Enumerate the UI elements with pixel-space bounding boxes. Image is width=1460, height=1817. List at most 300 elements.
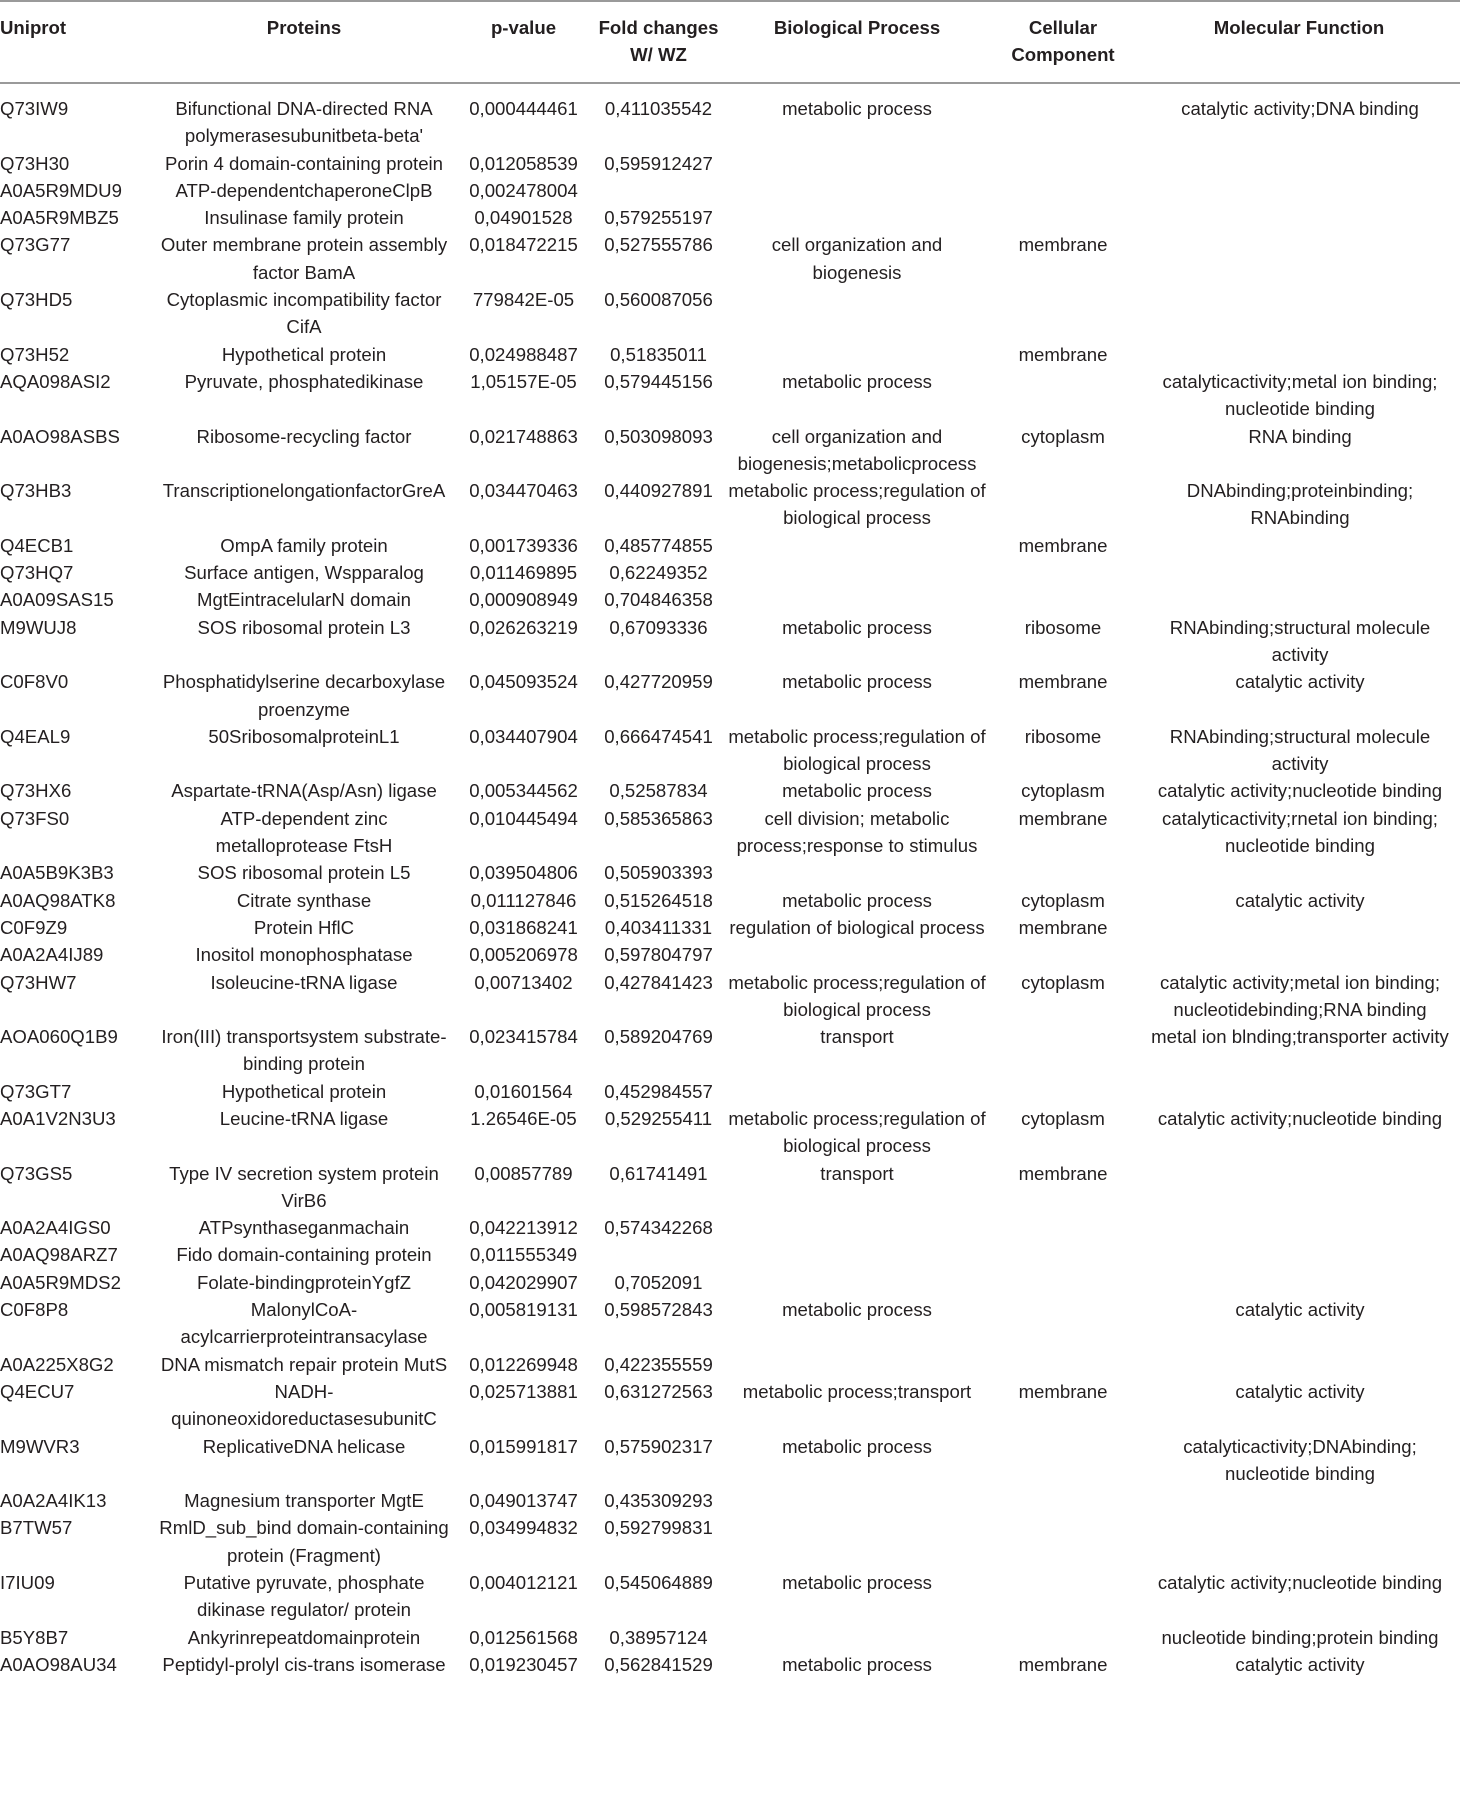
- cell-cellular-component: [988, 1624, 1138, 1651]
- cell-p-value: 0,002478004: [469, 179, 578, 201]
- cell-p-value: 0,042213912: [469, 1217, 578, 1239]
- cell-protein: SOS ribosomal protein L3: [197, 616, 411, 638]
- cell-uniprot: Q73H52: [0, 343, 70, 365]
- cell-cellular-component: membrane: [1018, 234, 1108, 256]
- cell-fold-change: 0,422355559: [604, 1353, 713, 1375]
- cell-protein: Ankyrinrepeatdomainprotein: [187, 1626, 421, 1648]
- cell-fold-change: 0,51835011: [610, 343, 707, 365]
- table-row: [0, 586, 1460, 613]
- cell-uniprot: A0AO98ASBS: [0, 425, 120, 447]
- cell-uniprot: A0A1V2N3U3: [0, 1107, 116, 1129]
- cell-fold-change: 0,440927891: [604, 480, 713, 502]
- cell-cellular-component: cytoplasm: [1021, 971, 1105, 993]
- cell-molecular-function: [1138, 914, 1460, 941]
- cell-protein: MalonylCoA-acylcarrierproteintransacylase: [180, 1299, 428, 1348]
- cell-cellular-component: membrane: [1018, 671, 1108, 693]
- table-row: [0, 614, 1460, 669]
- cell-fold-change: 0,435309293: [604, 1490, 713, 1512]
- cell-protein: OmpA family protein: [220, 534, 388, 556]
- cell-protein: Cytoplasmic incompatibility factor CifA: [166, 289, 442, 338]
- table-row: [0, 859, 1460, 886]
- table-row: [0, 1378, 1460, 1433]
- cell-cellular-component: [988, 83, 1138, 150]
- cell-molecular-function: [1138, 532, 1460, 559]
- table-row: [0, 805, 1460, 860]
- cell-molecular-function: catalyticactivity;rnetal ion binding; nucleotide binding: [1162, 807, 1438, 857]
- cell-uniprot: A0A2A4IGS0: [0, 1217, 111, 1239]
- cell-molecular-function: catalytic activity;nucleotide binding: [1157, 780, 1443, 802]
- cell-biological-process: metabolic process: [782, 370, 932, 392]
- cell-uniprot: A0A2A4IJ89: [0, 944, 104, 966]
- cell-uniprot: Q73HX6: [0, 780, 72, 802]
- cell-protein: Magnesium transporter MgtE: [184, 1490, 424, 1512]
- cell-fold-change: [591, 1241, 726, 1268]
- cell-fold-change: 0,585365863: [604, 807, 713, 829]
- cell-p-value: 0,000444461: [469, 98, 578, 119]
- cell-uniprot: A0AQ98ATK8: [0, 889, 116, 911]
- cell-biological-process: [726, 586, 988, 613]
- cell-fold-change: 0,505903393: [604, 862, 713, 884]
- cell-uniprot: Q73GS5: [0, 1162, 73, 1184]
- cell-uniprot: Q73HD5: [0, 289, 73, 311]
- cell-p-value: 0,042029907: [469, 1271, 578, 1293]
- cell-biological-process: metabolic process: [782, 671, 932, 693]
- cell-molecular-function: [1138, 177, 1460, 204]
- cell-p-value: 0,034994832: [469, 1517, 578, 1539]
- cell-uniprot: C0F8V0: [0, 671, 69, 693]
- cell-p-value: 0,023415784: [469, 1026, 578, 1048]
- cell-cellular-component: [988, 1269, 1138, 1296]
- cell-biological-process: metabolic process;regulation of biological process: [728, 725, 986, 775]
- cell-cellular-component: membrane: [1018, 343, 1108, 365]
- cell-uniprot: Q73HQ7: [0, 562, 74, 584]
- cell-protein: 50SribosomalproteinL1: [208, 725, 400, 747]
- cell-biological-process: regulation of biological process: [729, 916, 985, 938]
- table-row: [0, 887, 1460, 914]
- table-row: [0, 969, 1460, 1024]
- table-row: [0, 1569, 1460, 1624]
- cell-protein: Insulinase family protein: [204, 207, 404, 229]
- cell-biological-process: [726, 1214, 988, 1241]
- cell-fold-change: 0,598572843: [604, 1299, 713, 1321]
- header-molecular-function: Molecular Function: [1138, 1, 1460, 83]
- cell-protein: Citrate synthase: [236, 889, 372, 911]
- cell-biological-process: cell division; metabolic process;response to stimulus: [736, 807, 978, 857]
- cell-fold-change: 0,427720959: [604, 671, 713, 693]
- cell-fold-change: 0,67093336: [609, 616, 708, 638]
- table-row: [0, 1214, 1460, 1241]
- cell-cellular-component: membrane: [1018, 1653, 1108, 1675]
- cell-p-value: 0,004012121: [469, 1572, 578, 1594]
- cell-p-value: 0,005819131: [469, 1299, 578, 1321]
- table-row: [0, 1105, 1460, 1160]
- cell-p-value: 0,015991817: [469, 1435, 578, 1457]
- cell-molecular-function: catalytic activity;nucleotide binding: [1157, 1572, 1443, 1594]
- cell-biological-process: transport: [820, 1162, 894, 1184]
- cell-uniprot: C0F9Z9: [0, 916, 68, 938]
- cell-protein: SOS ribosomal protein L5: [197, 862, 411, 884]
- cell-biological-process: [726, 941, 988, 968]
- cell-uniprot: Q4EAL9: [0, 725, 71, 747]
- cell-p-value: 0,010445494: [469, 807, 578, 829]
- cell-p-value: 0,01601564: [474, 1080, 573, 1102]
- cell-biological-process: [726, 1514, 988, 1569]
- cell-fold-change: [591, 177, 726, 204]
- cell-uniprot: M9WVR3: [0, 1435, 80, 1457]
- table-row: [0, 777, 1460, 804]
- cell-protein: Inositol monophosphatase: [195, 944, 413, 966]
- cell-molecular-function: catalytic activity;nucleotide binding: [1157, 1107, 1443, 1129]
- cell-molecular-function: [1138, 1078, 1460, 1105]
- table-row: [0, 532, 1460, 559]
- cell-cellular-component: membrane: [1018, 1162, 1108, 1184]
- cell-uniprot: Q4ECB1: [0, 534, 74, 556]
- cell-uniprot: AOA060Q1B9: [0, 1026, 118, 1048]
- cell-biological-process: [726, 1351, 988, 1378]
- table-row: [0, 150, 1460, 177]
- cell-protein: TranscriptionelongationfactorGreA: [162, 480, 446, 502]
- header-cellular-component: Cellular Component: [988, 1, 1138, 83]
- cell-uniprot: Q73IW9: [0, 98, 69, 119]
- cell-cellular-component: membrane: [1018, 534, 1108, 556]
- cell-biological-process: [726, 1241, 988, 1268]
- table-row: [0, 941, 1460, 968]
- cell-fold-change: 0,597804797: [604, 944, 713, 966]
- cell-uniprot: A0A09SAS15: [0, 589, 114, 611]
- cell-molecular-function: [1138, 1487, 1460, 1514]
- cell-molecular-function: catalyticactivity;metal ion binding; nucleotide binding: [1162, 370, 1438, 420]
- table-row: [0, 204, 1460, 231]
- cell-molecular-function: [1138, 1241, 1460, 1268]
- table-row: [0, 1624, 1460, 1651]
- cell-protein: Putative pyruvate, phosphate dikinase regulator/ protein: [183, 1572, 425, 1621]
- cell-p-value: 0,011555349: [469, 1244, 578, 1266]
- cell-protein: Isoleucine-tRNA ligase: [210, 971, 398, 993]
- cell-p-value: 0,026263219: [469, 616, 578, 638]
- cell-cellular-component: [988, 204, 1138, 231]
- cell-cellular-component: cytoplasm: [1021, 425, 1105, 447]
- cell-uniprot: Q73FS0: [0, 807, 70, 829]
- cell-uniprot: C0F8P8: [0, 1299, 69, 1321]
- cell-protein: Ribosome-recycling factor: [196, 425, 412, 447]
- cell-protein: Hypothetical protein: [221, 343, 387, 365]
- cell-protein: DNA mismatch repair protein MutS: [160, 1353, 448, 1375]
- table-row: [0, 286, 1460, 341]
- cell-molecular-function: nucleotide binding;protein binding: [1161, 1626, 1439, 1648]
- cell-fold-change: 0,515264518: [604, 889, 713, 911]
- cell-fold-change: 0,7052091: [614, 1271, 703, 1293]
- cell-uniprot: A0A5B9K3B3: [0, 862, 114, 884]
- cell-protein: NADH-quinoneoxidoreductasesubunitC: [171, 1380, 437, 1430]
- cell-protein: ReplicativeDNA helicase: [202, 1435, 406, 1457]
- cell-molecular-function: catalytic activity;metal ion binding; nucleotidebinding;RNA binding: [1159, 971, 1441, 1020]
- cell-fold-change: 0,527555786: [604, 234, 713, 256]
- cell-molecular-function: catalytic activity: [1235, 1299, 1365, 1321]
- cell-biological-process: metabolic process: [782, 1435, 932, 1457]
- cell-uniprot: A0A2A4IK13: [0, 1490, 107, 1512]
- cell-p-value: 0,005344562: [469, 780, 578, 802]
- table-row: [0, 1160, 1460, 1215]
- cell-p-value: 0,019230457: [469, 1653, 578, 1675]
- cell-cellular-component: [988, 1023, 1138, 1078]
- cell-p-value: 0,04901528: [474, 207, 573, 229]
- cell-p-value: 1.26546E-05: [470, 1107, 577, 1129]
- cell-p-value: 0,024988487: [469, 343, 578, 365]
- cell-protein: Iron(III) transportsystem substrate-binding protein: [161, 1026, 447, 1075]
- cell-biological-process: [726, 1624, 988, 1651]
- cell-cellular-component: [988, 859, 1138, 886]
- table-row: [0, 668, 1460, 723]
- cell-molecular-function: [1138, 1214, 1460, 1241]
- cell-fold-change: 0,574342268: [604, 1217, 713, 1239]
- table-row: [0, 1487, 1460, 1514]
- cell-protein: Surface antigen, Wspparalog: [184, 562, 424, 584]
- cell-biological-process: metabolic process: [782, 1299, 932, 1321]
- cell-biological-process: metabolic process: [782, 780, 932, 802]
- cell-molecular-function: [1138, 1269, 1460, 1296]
- cell-molecular-function: [1138, 150, 1460, 177]
- cell-protein: ATPsynthaseganmachain: [198, 1217, 410, 1239]
- cell-molecular-function: RNAbinding;structural molecule activity: [1169, 725, 1431, 775]
- cell-uniprot: A0AQ98ARZ7: [0, 1244, 118, 1266]
- cell-cellular-component: membrane: [1018, 807, 1108, 829]
- cell-uniprot: A0AO98AU34: [0, 1653, 117, 1675]
- cell-molecular-function: [1138, 286, 1460, 341]
- header-proteins: Proteins: [152, 1, 456, 83]
- cell-protein: Fido domain-containing protein: [176, 1244, 432, 1266]
- cell-protein: Peptidyl-prolyl cis-trans isomerase: [162, 1653, 446, 1675]
- cell-fold-change: 0,592799831: [604, 1517, 713, 1539]
- cell-biological-process: [726, 859, 988, 886]
- cell-uniprot: A0A5R9MDU9: [0, 179, 122, 201]
- cell-uniprot: Q4ECU7: [0, 1380, 75, 1402]
- cell-p-value: 0,034407904: [469, 725, 578, 747]
- cell-cellular-component: [988, 1569, 1138, 1624]
- cell-uniprot: Q73HB3: [0, 480, 72, 502]
- cell-fold-change: 0,503098093: [604, 425, 713, 447]
- table-row: [0, 83, 1460, 150]
- cell-p-value: 0,011127846: [470, 889, 577, 911]
- cell-cellular-component: [988, 1078, 1138, 1105]
- header-p-value: p-value: [456, 1, 591, 83]
- cell-cellular-component: [988, 1487, 1138, 1514]
- cell-uniprot: A0A225X8G2: [0, 1353, 114, 1375]
- cell-cellular-component: [988, 1433, 1138, 1488]
- table-row: [0, 477, 1460, 532]
- cell-p-value: 0,045093524: [469, 671, 578, 693]
- header-uniprot: Uniprot: [0, 1, 152, 83]
- header-row: [0, 1, 1460, 83]
- cell-uniprot: B7TW57: [0, 1517, 73, 1539]
- cell-uniprot: A0A5R9MDS2: [0, 1271, 121, 1293]
- cell-molecular-function: [1138, 586, 1460, 613]
- cell-fold-change: 0,631272563: [604, 1380, 713, 1402]
- cell-cellular-component: [988, 1296, 1138, 1351]
- table-row: [0, 177, 1460, 204]
- cell-uniprot: AQA098ASI2: [0, 370, 111, 392]
- cell-biological-process: metabolic process;regulation of biological process: [728, 480, 986, 529]
- cell-fold-change: 0,403411331: [604, 916, 713, 938]
- table-row: [0, 423, 1460, 478]
- table-row: [0, 914, 1460, 941]
- cell-protein: Porin 4 domain-containing protein: [164, 152, 444, 174]
- cell-molecular-function: catalytic activity;DNA binding: [1181, 98, 1419, 119]
- cell-biological-process: [726, 204, 988, 231]
- cell-cellular-component: [988, 477, 1138, 532]
- cell-protein: ATP-dependentchaperoneClpB: [175, 179, 433, 201]
- cell-protein: Phosphatidylserine decarboxylase proenzyme: [162, 671, 446, 720]
- cell-biological-process: metabolic process;regulation of biological process: [728, 971, 986, 1020]
- cell-p-value: 1,05157E-05: [470, 370, 577, 392]
- table-row: [0, 1433, 1460, 1488]
- cell-fold-change: 0,485774855: [604, 534, 713, 556]
- cell-protein: Protein HflC: [253, 916, 355, 938]
- cell-fold-change: 0,52587834: [609, 780, 708, 802]
- cell-p-value: 0,00713402: [474, 971, 573, 993]
- cell-molecular-function: [1138, 1160, 1460, 1215]
- cell-fold-change: 0,452984557: [604, 1080, 713, 1102]
- cell-molecular-function: catalytic activity: [1235, 1653, 1365, 1675]
- table-row: [0, 1023, 1460, 1078]
- cell-fold-change: 0,704846358: [604, 589, 713, 611]
- cell-cellular-component: [988, 559, 1138, 586]
- cell-molecular-function: [1138, 559, 1460, 586]
- cell-cellular-component: [988, 368, 1138, 423]
- cell-biological-process: metabolic process: [782, 889, 932, 911]
- cell-protein: Folate-bindingproteinYgfZ: [197, 1271, 411, 1293]
- table-row: [0, 1078, 1460, 1105]
- cell-fold-change: 0,560087056: [604, 289, 713, 311]
- cell-biological-process: transport: [820, 1026, 894, 1048]
- cell-molecular-function: catalyticactivity;DNAbinding; nucleotide binding: [1183, 1435, 1417, 1484]
- cell-protein: ATP-dependent zinc metalloprotease FtsH: [215, 807, 393, 857]
- cell-protein: Hypothetical protein: [221, 1080, 387, 1102]
- cell-protein: Aspartate-tRNA(Asp/Asn) ligase: [171, 780, 437, 802]
- cell-fold-change: 0,61741491: [609, 1162, 708, 1184]
- table-row: [0, 723, 1460, 778]
- cell-biological-process: cell organization and biogenesis;metabolicprocess: [737, 425, 977, 474]
- cell-molecular-function: [1138, 941, 1460, 968]
- cell-p-value: 0,039504806: [469, 862, 578, 884]
- cell-protein: Pyruvate, phosphatedikinase: [184, 370, 424, 392]
- table-row: [0, 1351, 1460, 1378]
- cell-p-value: 0,011469895: [469, 562, 578, 584]
- header-fold-changes: Fold changes W/ WZ: [591, 1, 726, 83]
- cell-protein: Outer membrane protein assembly factor BamA: [160, 234, 448, 283]
- cell-p-value: 0,012561568: [469, 1626, 578, 1648]
- cell-uniprot: B5Y8B7: [0, 1626, 69, 1648]
- cell-uniprot: Q73G77: [0, 234, 71, 256]
- cell-cellular-component: [988, 286, 1138, 341]
- cell-cellular-component: cytoplasm: [1021, 889, 1105, 911]
- cell-protein: MgtEintracelularN domain: [197, 589, 411, 611]
- cell-p-value: 0,005206978: [469, 944, 578, 966]
- cell-fold-change: 0,575902317: [604, 1435, 713, 1457]
- cell-cellular-component: [988, 586, 1138, 613]
- cell-protein: Bifunctional DNA-directed RNA polymerasesubunitbeta-beta': [175, 98, 433, 147]
- cell-fold-change: 0,595912427: [604, 152, 713, 174]
- cell-uniprot: Q73H30: [0, 152, 70, 174]
- cell-cellular-component: [988, 941, 1138, 968]
- cell-biological-process: [726, 1078, 988, 1105]
- cell-p-value: 0,00857789: [474, 1162, 573, 1184]
- table-body: [0, 83, 1460, 1678]
- cell-molecular-function: RNA binding: [1248, 425, 1352, 447]
- cell-cellular-component: cytoplasm: [1021, 1107, 1105, 1129]
- cell-cellular-component: [988, 1214, 1138, 1241]
- cell-biological-process: [726, 1269, 988, 1296]
- cell-biological-process: metabolic process: [782, 1572, 932, 1594]
- cell-cellular-component: [988, 177, 1138, 204]
- cell-cellular-component: [988, 1514, 1138, 1569]
- cell-p-value: 0,031868241: [469, 916, 578, 938]
- cell-uniprot: M9WUJ8: [0, 616, 77, 638]
- cell-p-value: 0,012269948: [469, 1353, 578, 1375]
- cell-uniprot: A0A5R9MBZ5: [0, 207, 119, 229]
- cell-cellular-component: ribosome: [1024, 725, 1102, 747]
- cell-biological-process: metabolic process;transport: [742, 1380, 972, 1402]
- cell-p-value: 0,034470463: [469, 480, 578, 502]
- cell-fold-change: 0,579445156: [604, 370, 713, 392]
- cell-fold-change: 0,38957124: [609, 1626, 708, 1648]
- cell-molecular-function: metal ion blnding;transporter activity: [1151, 1026, 1449, 1048]
- cell-biological-process: [726, 1487, 988, 1514]
- cell-fold-change: 0,529255411: [604, 1107, 713, 1129]
- cell-biological-process: [726, 177, 988, 204]
- cell-p-value: 0,001739336: [469, 534, 578, 556]
- cell-fold-change: 0,411035542: [604, 98, 713, 119]
- cell-uniprot: I7IU09: [0, 1572, 55, 1594]
- cell-fold-change: 0,427841423: [604, 971, 713, 993]
- cell-cellular-component: membrane: [1018, 1380, 1108, 1402]
- cell-fold-change: 0,666474541: [604, 725, 713, 747]
- cell-biological-process: metabolic process: [782, 616, 932, 638]
- cell-biological-process: metabolic process: [782, 1653, 932, 1675]
- cell-cellular-component: [988, 150, 1138, 177]
- cell-molecular-function: catalytic activity: [1235, 1380, 1365, 1402]
- header-biological-process: Biological Process: [726, 1, 988, 83]
- cell-p-value: 779842E-05: [472, 289, 575, 311]
- cell-biological-process: [726, 559, 988, 586]
- cell-molecular-function: [1138, 341, 1460, 368]
- cell-fold-change: 0,579255197: [604, 207, 713, 229]
- cell-biological-process: [726, 532, 988, 559]
- cell-molecular-function: RNAbinding;structural molecule activity: [1169, 616, 1431, 665]
- cell-biological-process: cell organization and biogenesis: [771, 234, 943, 283]
- cell-p-value: 0,000908949: [469, 589, 578, 611]
- cell-fold-change: 0,562841529: [604, 1653, 713, 1675]
- cell-protein: Type IV secretion system protein VirB6: [169, 1162, 439, 1211]
- cell-cellular-component: [988, 1351, 1138, 1378]
- cell-cellular-component: [988, 1241, 1138, 1268]
- cell-fold-change: 0,62249352: [609, 562, 708, 584]
- cell-uniprot: Q73GT7: [0, 1080, 72, 1102]
- table-row: [0, 1241, 1460, 1268]
- cell-p-value: 0,021748863: [469, 425, 578, 447]
- cell-biological-process: metabolic process: [782, 98, 932, 119]
- table-row: [0, 368, 1460, 423]
- cell-molecular-function: DNAbinding;proteinbinding; RNAbinding: [1186, 480, 1414, 529]
- cell-cellular-component: membrane: [1018, 916, 1108, 938]
- cell-fold-change: 0,545064889: [604, 1572, 713, 1594]
- cell-molecular-function: [1138, 1351, 1460, 1378]
- cell-cellular-component: cytoplasm: [1021, 780, 1105, 802]
- cell-p-value: 0,049013747: [469, 1490, 578, 1512]
- cell-p-value: 0,025713881: [469, 1380, 578, 1402]
- cell-fold-change: 0,589204769: [604, 1026, 713, 1048]
- cell-molecular-function: catalytic activity: [1235, 671, 1365, 693]
- cell-protein: Leucine-tRNA ligase: [219, 1107, 389, 1129]
